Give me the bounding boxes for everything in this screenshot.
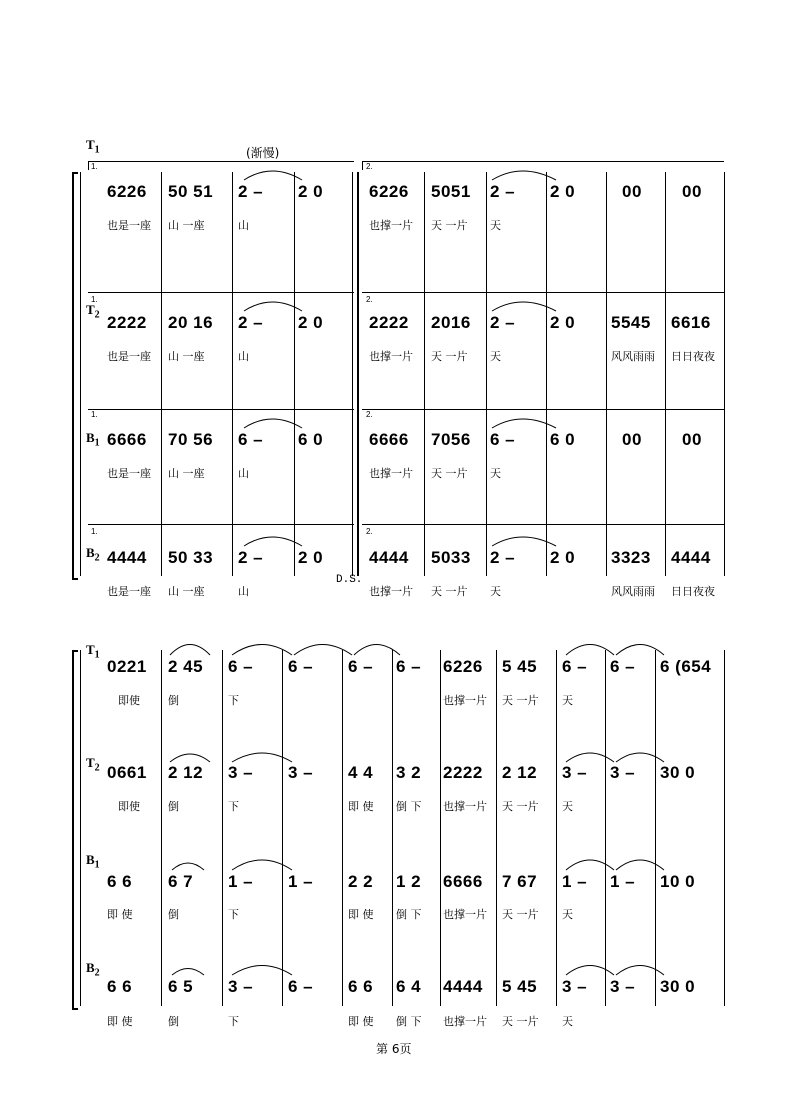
voice-label-t1: $T_1$: [86, 642, 100, 661]
note-group: 3 –: [610, 763, 636, 782]
system-1-brace: [72, 172, 78, 580]
lyric: 即 使: [107, 908, 133, 921]
lyric: 天: [490, 350, 501, 363]
note-group: 6 –: [610, 657, 636, 676]
note-group: 5 45: [502, 977, 538, 996]
lyric: 也撑一片: [369, 350, 413, 363]
lyric: 也是一座: [107, 585, 151, 598]
lyric: 山: [238, 219, 249, 232]
note-group: 4444: [107, 548, 147, 567]
lyric: 山 一座: [168, 219, 205, 232]
note-group: 2 –: [490, 182, 516, 201]
note-group: 7056: [431, 430, 471, 449]
note-group: 2 0: [298, 313, 324, 332]
volta-1-label: 1.: [91, 295, 98, 304]
note-group: 2 0: [550, 548, 576, 567]
note-group: 2 –: [238, 182, 264, 201]
lyric: 也撑一片: [443, 694, 487, 707]
note-group: 6 –: [348, 657, 374, 676]
lyric: 下: [228, 1015, 239, 1028]
note-group: 00: [682, 430, 702, 449]
note-group: 00: [682, 182, 702, 201]
lyric: 天 一片: [502, 1015, 539, 1028]
lyric: 即 使: [348, 800, 374, 813]
voice-label-b2: $B_2$: [86, 960, 100, 979]
voice-label-b2: $B_2$: [86, 545, 100, 564]
page-number: 第 6页: [376, 1042, 412, 1056]
note-group: 6 (654: [660, 657, 712, 676]
lyric: 也撑一片: [369, 585, 413, 598]
note-group: 2 12: [502, 763, 538, 782]
note-group: 1 2: [396, 872, 422, 891]
lyric: 也是一座: [107, 350, 151, 363]
note-group: 2 –: [490, 313, 516, 332]
lyric: 即 使: [348, 908, 374, 921]
note-group: 2222: [107, 313, 147, 332]
note-group: 6 4: [396, 977, 422, 996]
note-group: 6 –: [562, 657, 588, 676]
volta-1-label: 1.: [91, 162, 98, 171]
lyric: 山: [238, 467, 249, 480]
lyric: 天: [490, 219, 501, 232]
lyric: 也撑一片: [369, 219, 413, 232]
lyric: 倒: [168, 1015, 179, 1028]
note-group: 50 33: [168, 548, 214, 567]
note-group: 2 0: [550, 313, 576, 332]
system-2-brace: [72, 650, 78, 1010]
note-group: 00: [622, 182, 642, 201]
note-group: 2 –: [238, 548, 264, 567]
note-group: 0661: [107, 763, 147, 782]
note-group: 0221: [107, 657, 147, 676]
note-group: 5 45: [502, 657, 538, 676]
volta-2-label: 2.: [366, 410, 373, 419]
note-group: 10 0: [660, 872, 696, 891]
lyric: 倒: [168, 908, 179, 921]
note-group: 6 5: [168, 977, 194, 996]
note-group: 2 45: [168, 657, 204, 676]
lyric: 下: [228, 694, 239, 707]
lyric: 倒 下: [396, 908, 422, 921]
note-group: 6 –: [238, 430, 264, 449]
lyric: 天: [490, 467, 501, 480]
note-group: 3 –: [288, 763, 314, 782]
lyric: 天: [562, 908, 573, 921]
lyric: 天 一片: [431, 585, 468, 598]
volta-2-label: 2.: [366, 527, 373, 536]
note-group: 4 4: [348, 763, 374, 782]
note-group: 2 12: [168, 763, 204, 782]
note-group: 3 2: [396, 763, 422, 782]
note-group: 3 –: [562, 763, 588, 782]
lyric: 也撑一片: [369, 467, 413, 480]
note-group: 50 51: [168, 182, 214, 201]
note-group: 1 –: [562, 872, 588, 891]
lyric: 日日夜夜: [671, 350, 715, 363]
lyric: 天 一片: [502, 908, 539, 921]
volta-2-label: 2.: [366, 162, 373, 171]
voice-label-t1: $T_1$: [86, 137, 100, 156]
voice-label-t2: $T_2$: [86, 755, 100, 774]
lyric: 天: [562, 1015, 573, 1028]
note-group: 6 6: [348, 977, 374, 996]
note-group: 2222: [369, 313, 409, 332]
note-group: 2 0: [298, 182, 324, 201]
note-group: 2 0: [550, 182, 576, 201]
lyric: 山 一座: [168, 467, 205, 480]
lyric: 下: [228, 908, 239, 921]
lyric: 倒 下: [396, 1015, 422, 1028]
note-group: 6226: [369, 182, 409, 201]
lyric: 天 一片: [431, 219, 468, 232]
note-group: 5545: [611, 313, 651, 332]
lyric: 天: [490, 585, 501, 598]
note-group: 2 2: [348, 872, 374, 891]
lyric: 即使: [118, 694, 140, 707]
note-group: 2 0: [298, 548, 324, 567]
note-group: 6666: [107, 430, 147, 449]
note-group: 6 6: [107, 872, 133, 891]
note-group: 4444: [443, 977, 483, 996]
lyric: 天 一片: [431, 467, 468, 480]
lyric: 山 一座: [168, 585, 205, 598]
lyric: 也撑一片: [443, 1015, 487, 1028]
note-group: 6616: [671, 313, 711, 332]
note-group: 6 0: [550, 430, 576, 449]
lyric: 倒: [168, 800, 179, 813]
volta-2-label: 2.: [366, 295, 373, 304]
lyric: 下: [228, 800, 239, 813]
lyric: 天: [562, 800, 573, 813]
lyric: 天 一片: [431, 350, 468, 363]
note-group: 20 16: [168, 313, 214, 332]
lyric: 天 一片: [502, 800, 539, 813]
note-group: 2 –: [490, 548, 516, 567]
note-group: 6226: [443, 657, 483, 676]
lyric: 山 一座: [168, 350, 205, 363]
lyric: 倒: [168, 694, 179, 707]
note-group: 3 –: [228, 977, 254, 996]
note-group: 00: [622, 430, 642, 449]
note-group: 3323: [611, 548, 651, 567]
note-group: 6 –: [288, 977, 314, 996]
note-group: 1 –: [610, 872, 636, 891]
volta-1-label: 1.: [91, 410, 98, 419]
note-group: 6 –: [288, 657, 314, 676]
note-group: 5033: [431, 548, 471, 567]
note-group: 6226: [107, 182, 147, 201]
lyric: 天 一片: [502, 694, 539, 707]
lyric: 天: [562, 694, 573, 707]
lyric: 日日夜夜: [671, 585, 715, 598]
lyric: 山: [238, 350, 249, 363]
note-group: 4444: [369, 548, 409, 567]
note-group: 7 67: [502, 872, 538, 891]
note-group: 4444: [671, 548, 711, 567]
note-group: 6 0: [298, 430, 324, 449]
voice-label-t2: $T_2$: [86, 302, 100, 321]
note-group: 1 –: [288, 872, 314, 891]
note-group: 6 –: [396, 657, 422, 676]
note-group: 6 7: [168, 872, 194, 891]
lyric: 风风雨雨: [611, 585, 655, 598]
note-group: 70 56: [168, 430, 214, 449]
lyric: 也是一座: [107, 467, 151, 480]
tempo-marking: (渐慢): [246, 146, 280, 160]
note-group: 3 –: [562, 977, 588, 996]
note-group: 2222: [443, 763, 483, 782]
system-1-start-bar: [80, 172, 81, 576]
note-group: 2 –: [238, 313, 264, 332]
note-group: 6 6: [107, 977, 133, 996]
lyric: 也撑一片: [443, 800, 487, 813]
voice-label-b1: $B_1$: [86, 852, 100, 871]
ds-marking: D.S.: [336, 574, 363, 586]
note-group: 30 0: [660, 763, 696, 782]
lyric: 风风雨雨: [611, 350, 655, 363]
volta-1-label: 1.: [91, 527, 98, 536]
note-group: 5051: [431, 182, 471, 201]
note-group: 1 –: [228, 872, 254, 891]
note-group: 6666: [369, 430, 409, 449]
lyric: 山: [238, 585, 249, 598]
lyric: 也撑一片: [443, 908, 487, 921]
lyric: 即 使: [107, 1015, 133, 1028]
note-group: 30 0: [660, 977, 696, 996]
lyric: 也是一座: [107, 219, 151, 232]
note-group: 3 –: [610, 977, 636, 996]
note-group: 3 –: [228, 763, 254, 782]
note-group: 6 –: [490, 430, 516, 449]
lyric: 即使: [118, 800, 140, 813]
lyric: 倒 下: [396, 800, 422, 813]
note-group: 6666: [443, 872, 483, 891]
voice-label-b1: $B_1$: [86, 430, 100, 449]
note-group: 6 –: [228, 657, 254, 676]
note-group: 2016: [431, 313, 471, 332]
lyric: 即 使: [348, 1015, 374, 1028]
